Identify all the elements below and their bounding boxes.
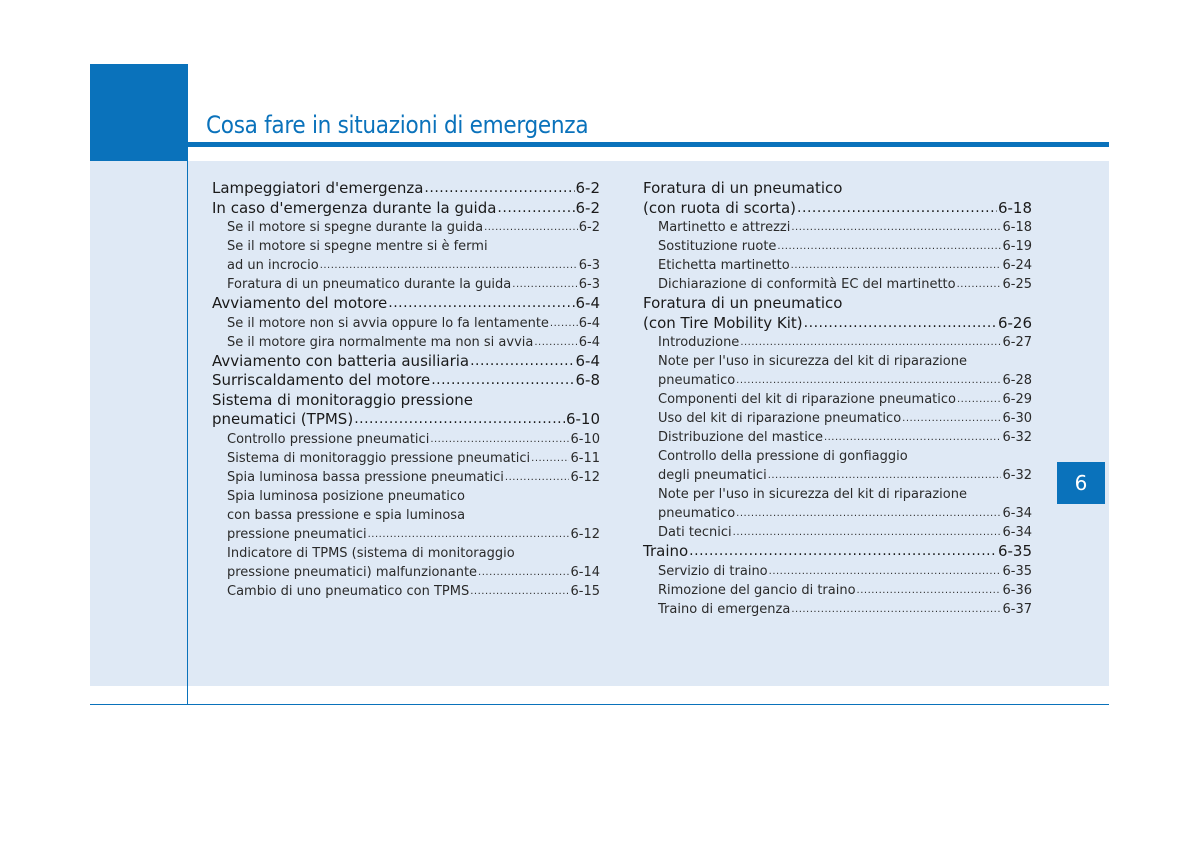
toc-subsection-title: pneumatico — [658, 506, 736, 521]
toc-page-number: 6-4 — [575, 351, 600, 370]
header-color-block — [90, 64, 188, 161]
toc-section-title: (con ruota di scorta) — [643, 198, 797, 217]
toc-entry[interactable] — [643, 542, 1032, 562]
toc-leader-dots — [478, 563, 569, 582]
toc-entry[interactable] — [212, 468, 600, 487]
toc-entry[interactable] — [643, 390, 1032, 409]
toc-subsection-title: Foratura di un pneumatico durante la guida — [227, 277, 512, 292]
toc-section-title: Avviamento con batteria ausiliaria — [212, 351, 470, 370]
toc-page-number: 6-18 — [1002, 220, 1032, 235]
toc-leader-dots — [777, 237, 1001, 256]
toc-leader-dots — [689, 542, 997, 562]
toc-subsection-title: pressione pneumatici — [227, 526, 367, 542]
toc-subsection-title: Note per l'uso in sicurezza del kit di riparazione — [658, 487, 967, 502]
margin-rule — [187, 147, 188, 705]
toc-subsection-title: Servizio di traino — [658, 563, 768, 579]
toc-page-number: 6-32 — [1002, 430, 1032, 445]
toc-page-number: 6-10 — [570, 431, 600, 447]
toc-entry[interactable] — [212, 430, 600, 449]
toc-subsection-title: Cambio di uno pneumatico con TPMS — [227, 583, 470, 599]
toc-page-number: 6-37 — [1002, 601, 1032, 617]
toc-entry[interactable] — [643, 562, 1032, 581]
toc-subsection-title: ad un incrocio — [227, 258, 319, 273]
toc-subsection-title: Martinetto e attrezzi — [658, 220, 791, 235]
toc-page-number: 6-24 — [1002, 258, 1032, 273]
toc-subsection-title: pneumatico — [658, 373, 736, 388]
toc-section-title: Foratura di un pneumatico — [643, 179, 843, 197]
toc-page-number: 6-2 — [578, 220, 600, 235]
chapter-tab[interactable]: 6 — [1057, 462, 1105, 504]
toc-leader-dots — [740, 333, 1001, 352]
toc-subsection-title: Traino di emergenza — [658, 601, 791, 617]
toc-entry[interactable] — [643, 352, 1032, 390]
toc-leader-dots — [733, 523, 1002, 542]
toc-column-left — [212, 179, 600, 601]
toc-leader-dots — [505, 468, 570, 487]
toc-page-number: 6-35 — [997, 542, 1032, 560]
toc-entry[interactable] — [212, 352, 600, 372]
toc-page-number: 6-15 — [570, 583, 600, 599]
toc-section-title: Traino — [643, 542, 689, 560]
toc-leader-dots — [534, 333, 577, 352]
bottom-rule — [90, 704, 1109, 705]
toc-page-number: 6-2 — [575, 198, 600, 217]
toc-page-number: 6-27 — [1002, 335, 1032, 350]
toc-entry[interactable] — [212, 333, 600, 352]
toc-page-number: 6-29 — [1002, 392, 1032, 407]
toc-subsection-title: con bassa pressione e spia luminosa — [227, 507, 466, 523]
toc-leader-dots — [902, 409, 1001, 428]
toc-subsection-title: Spia luminosa bassa pressione pneumatici — [227, 469, 504, 485]
toc-leader-dots — [857, 581, 1002, 600]
toc-page-number: 6-11 — [570, 450, 600, 466]
toc-leader-dots — [531, 449, 569, 468]
toc-entry[interactable] — [212, 237, 600, 275]
toc-leader-dots — [957, 275, 1002, 294]
toc-subsection-title: degli pneumatici — [658, 468, 767, 483]
toc-page-number: 6-34 — [1002, 506, 1032, 521]
toc-page-number: 6-12 — [570, 526, 600, 542]
toc-page-number: 6-3 — [578, 277, 600, 292]
toc-page-number: 6-8 — [575, 371, 600, 389]
toc-subsection-title: Uso del kit di riparazione pneumatico — [658, 411, 902, 426]
toc-subsection-title: Se il motore si spegne mentre si è fermi — [227, 239, 488, 254]
toc-entry[interactable] — [643, 409, 1032, 428]
toc-entry[interactable] — [643, 179, 1032, 218]
toc-page-number: 6-12 — [570, 469, 600, 485]
toc-entry[interactable] — [212, 544, 600, 582]
toc-page-number: 6-2 — [575, 179, 600, 197]
toc-entry[interactable] — [212, 449, 600, 468]
toc-subsection-title: Etichetta martinetto — [658, 258, 790, 273]
toc-entry[interactable] — [643, 600, 1032, 619]
toc-subsection-title: Introduzione — [658, 335, 740, 350]
toc-entry[interactable] — [212, 371, 600, 391]
toc-page-number: 6-4 — [578, 334, 600, 350]
toc-leader-dots — [470, 352, 574, 372]
toc-page-number: 6-28 — [1002, 373, 1032, 388]
toc-subsection-title: Componenti del kit di riparazione pneumatico — [658, 392, 956, 407]
toc-entry[interactable] — [643, 218, 1032, 237]
toc-subsection-title: Dichiarazione di conformità EC del martinetto — [658, 277, 956, 292]
toc-entry[interactable] — [643, 333, 1032, 352]
toc-subsection-title: Note per l'uso in sicurezza del kit di riparazione — [658, 354, 967, 369]
toc-subsection-title: Sostituzione ruote — [658, 239, 777, 254]
toc-page-number: 6-14 — [570, 564, 600, 580]
toc-leader-dots — [388, 294, 574, 314]
toc-entry[interactable] — [212, 487, 600, 544]
toc-leader-dots — [424, 179, 574, 199]
toc-leader-dots — [470, 582, 569, 601]
toc-leader-dots — [804, 314, 997, 334]
toc-page-number: 6-4 — [575, 294, 600, 312]
toc-leader-dots — [320, 256, 578, 275]
toc-section-title: pneumatici (TPMS) — [212, 410, 354, 428]
toc-entry[interactable] — [643, 485, 1032, 523]
toc-page-number: 6-30 — [1002, 411, 1032, 426]
toc-subsection-title: Se il motore non si avvia oppure lo fa lentamente — [227, 315, 549, 331]
page-title: Cosa fare in situazioni di emergenza — [206, 111, 589, 139]
toc-entry[interactable] — [212, 294, 600, 314]
title-rule — [188, 142, 1109, 147]
toc-page-number: 6-35 — [1002, 563, 1032, 579]
toc-entry[interactable] — [643, 275, 1032, 294]
toc-page-number: 6-10 — [565, 410, 600, 428]
toc-entry[interactable] — [212, 179, 600, 199]
toc-leader-dots — [497, 199, 574, 219]
toc-leader-dots — [550, 314, 578, 333]
toc-entry[interactable] — [212, 275, 600, 294]
toc-page-number: 6-25 — [1002, 277, 1032, 292]
toc-section-title: In caso d'emergenza durante la guida — [212, 198, 497, 217]
toc-leader-dots — [791, 600, 1001, 619]
toc-leader-dots — [957, 390, 1001, 409]
toc-page-number: 6-3 — [578, 258, 600, 273]
toc-page-number: 6-18 — [997, 198, 1032, 217]
toc-entry[interactable] — [212, 314, 600, 333]
toc-subsection-title: Spia luminosa posizione pneumatico — [227, 488, 465, 504]
toc-subsection-title: Distribuzione del mastice — [658, 430, 823, 445]
toc-leader-dots — [512, 275, 577, 294]
toc-entry[interactable] — [212, 391, 600, 430]
toc-entry[interactable] — [643, 523, 1032, 542]
toc-leader-dots — [484, 218, 578, 237]
toc-page-number: 6-36 — [1002, 582, 1032, 598]
toc-entry[interactable] — [643, 428, 1032, 447]
toc-page-number: 6-19 — [1002, 239, 1032, 254]
toc-leader-dots — [431, 371, 574, 391]
toc-entry[interactable] — [212, 582, 600, 601]
toc-leader-dots — [768, 466, 1002, 485]
toc-page-number: 6-34 — [1002, 525, 1032, 540]
toc-entry[interactable] — [212, 199, 600, 219]
toc-entry[interactable] — [643, 256, 1032, 275]
toc-section-title: Foratura di un pneumatico — [643, 294, 843, 312]
toc-subsection-title: Sistema di monitoraggio pressione pneumatici — [227, 450, 531, 466]
toc-column-right — [643, 179, 1032, 619]
toc-subsection-title: Indicatore di TPMS (sistema di monitoraggio — [227, 545, 515, 561]
toc-leader-dots — [791, 256, 1002, 275]
toc-subsection-title: Se il motore gira normalmente ma non si avvia — [227, 334, 534, 350]
toc-subsection-title: Controllo pressione pneumatici — [227, 431, 430, 447]
toc-leader-dots — [736, 504, 1001, 523]
toc-section-title: (con Tire Mobility Kit) — [643, 313, 803, 332]
toc-page-number: 6-32 — [1002, 468, 1032, 483]
toc-entry[interactable] — [643, 581, 1032, 600]
toc-section-title: Lampeggiatori d'emergenza — [212, 179, 424, 197]
toc-leader-dots — [791, 218, 1001, 237]
toc-subsection-title: Dati tecnici — [658, 525, 732, 540]
toc-leader-dots — [769, 562, 1002, 581]
toc-section-title: Avviamento del motore — [212, 294, 388, 312]
toc-subsection-title: Rimozione del gancio di traino — [658, 582, 856, 598]
toc-entry[interactable] — [643, 237, 1032, 256]
toc-leader-dots — [736, 371, 1001, 390]
toc-subsection-title: pressione pneumatici) malfunzionante — [227, 564, 478, 580]
toc-subsection-title: Se il motore si spegne durante la guida — [227, 220, 484, 235]
toc-leader-dots — [368, 525, 570, 544]
toc-page-number: 6-26 — [997, 313, 1032, 332]
toc-page-number: 6-4 — [578, 315, 600, 331]
toc-entry[interactable] — [643, 294, 1032, 333]
toc-section-title: Sistema di monitoraggio pressione — [212, 390, 473, 409]
toc-leader-dots — [797, 199, 997, 219]
toc-leader-dots — [824, 428, 1002, 447]
toc-entry[interactable] — [643, 447, 1032, 485]
toc-section-title: Surriscaldamento del motore — [212, 371, 431, 389]
toc-leader-dots — [430, 430, 569, 449]
toc-leader-dots — [354, 410, 565, 430]
toc-entry[interactable] — [212, 218, 600, 237]
toc-subsection-title: Controllo della pressione di gonfiaggio — [658, 449, 908, 464]
